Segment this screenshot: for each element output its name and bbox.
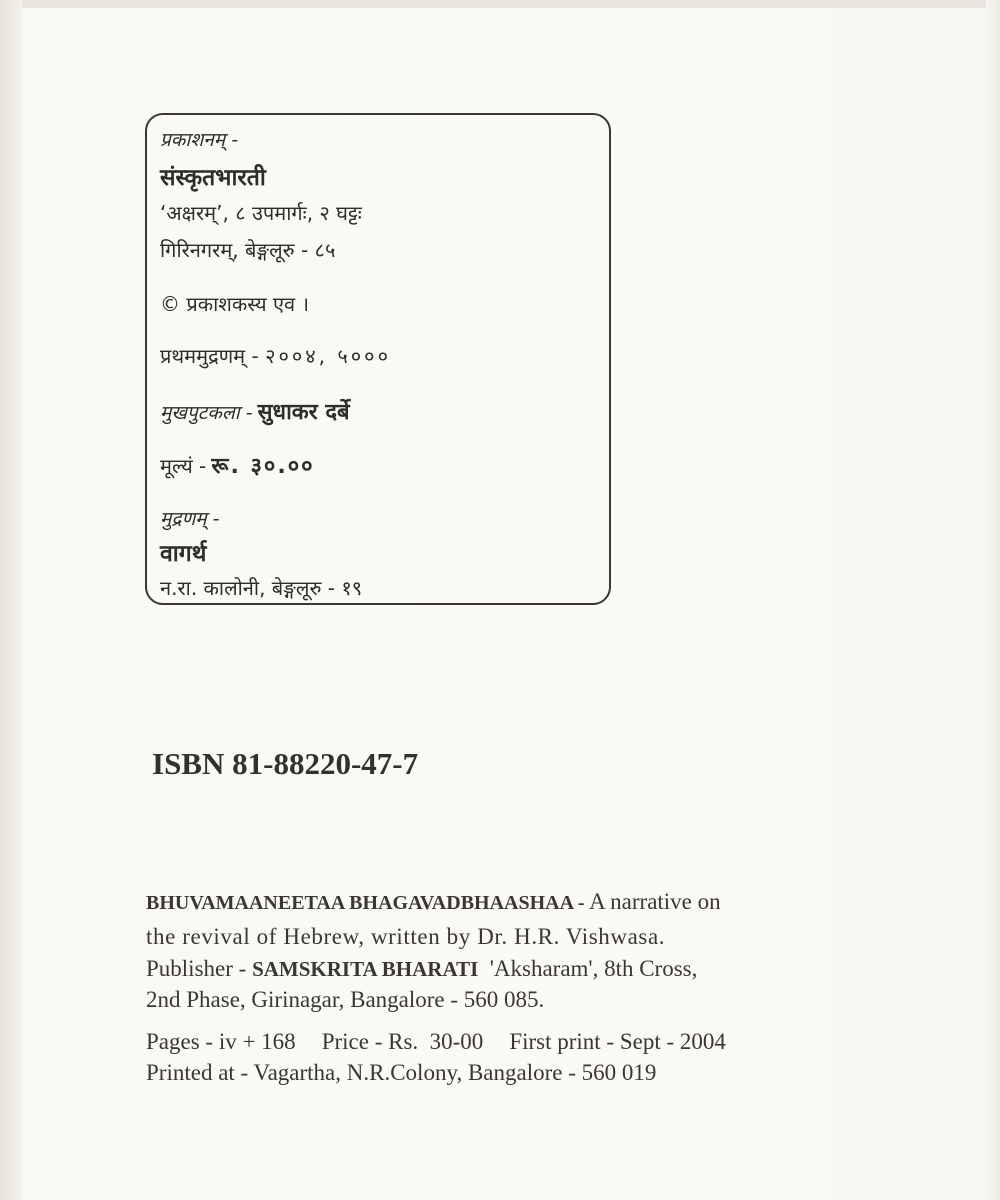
english-description: the revival of Hebrew, written by Dr. H.R. Vishwasa.: [146, 924, 666, 949]
first-print-value: २००४, ५०००: [265, 344, 391, 368]
isbn-number: ISBN 81-88220-47-7: [152, 746, 419, 781]
printer-address: न.रा. कालोनी, बेङ्गलूरु - १९: [160, 576, 363, 600]
publisher-address-english: 'Aksharam', 8th Cross,: [478, 956, 698, 981]
publisher-name: संस्कृतभारती: [160, 165, 266, 191]
printer-name: वागर्थ: [160, 541, 207, 567]
copyright-line: © प्रकाशकस्य एव ।: [160, 292, 310, 316]
cover-art-line: [160, 396, 350, 426]
page-edge-top: [0, 0, 1000, 8]
price-label: मूल्यं -: [160, 454, 207, 478]
publisher-label: प्रकाशनम् -: [160, 129, 239, 151]
page-edge-left: [0, 0, 22, 1200]
price-line: [160, 450, 315, 480]
cover-art-label: मुखपुटकला -: [160, 402, 253, 424]
english-title: BHUVAMAANEETAA BHAGAVADBHAASHAA -: [146, 892, 585, 914]
price-english: Price - Rs. 30-00: [321, 1029, 484, 1054]
publisher-prefix: Publisher -: [146, 956, 253, 981]
printed-at-line: Printed at - Vagartha, N.R.Colony, Bangalore - 560 019: [146, 1060, 657, 1085]
english-publisher-line: [146, 956, 697, 982]
english-title-line: [146, 889, 721, 915]
english-details-line: [146, 1029, 726, 1055]
publisher-address-line1: ‘अक्षरम्’, ८ उपमार्गः, २ घट्टः: [160, 201, 362, 225]
pages-count: Pages - iv + 168: [146, 1029, 296, 1054]
first-print-line: [160, 342, 391, 369]
publisher-name-english: SAMSKRITA BHARATI: [252, 957, 479, 981]
page-edge-right: [986, 0, 1000, 1200]
publisher-address-line2: गिरिनगरम्, बेङ्गलूरु - ८५: [160, 238, 336, 262]
printer-label: मुद्रणम् -: [160, 508, 220, 530]
cover-art-value: सुधाकर दर्बे: [257, 400, 350, 425]
english-address-line: 2nd Phase, Girinagar, Bangalore - 560 085.: [146, 987, 545, 1012]
price-value: रू. ३०.००: [211, 454, 315, 479]
english-subtitle: A narrative on: [584, 889, 721, 914]
first-print-label: प्रथममुद्रणम् -: [160, 344, 259, 368]
first-print-english: First print - Sept - 2004: [509, 1029, 726, 1054]
